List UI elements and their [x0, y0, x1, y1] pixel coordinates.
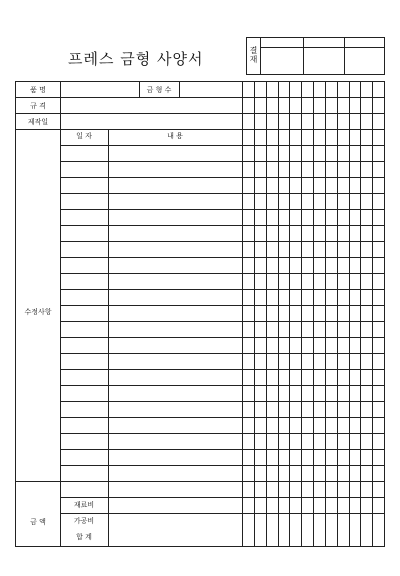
label-material-cost: 재료비 — [73, 501, 95, 509]
row-line — [60, 289, 384, 290]
row-line — [60, 225, 384, 226]
grid-column-line — [325, 82, 326, 546]
row-line — [60, 513, 384, 514]
spec-form — [15, 81, 385, 547]
row-line — [60, 497, 384, 498]
document-title: 프레스 금형 사양서 — [68, 50, 204, 68]
approval-box — [246, 37, 385, 75]
label-spec: 규 격 — [30, 102, 46, 110]
grid-column-line — [360, 82, 361, 546]
approval-divider — [303, 38, 304, 74]
label-mold-count: 금 형 수 — [146, 86, 172, 94]
column-header-content: 내 용 — [167, 132, 183, 140]
grid-column-line — [278, 82, 279, 546]
grid-column-line — [254, 82, 255, 546]
label-made-date: 제작일 — [27, 118, 49, 126]
row-line — [16, 481, 384, 482]
grid-column-line — [266, 82, 267, 546]
grid-column-line — [349, 82, 350, 546]
approval-label: 결 재 — [247, 38, 261, 74]
label-total: 합 계 — [76, 533, 92, 541]
mold-count-divider — [179, 82, 180, 97]
label-processing-cost: 가공비 — [73, 517, 95, 525]
row-line — [60, 369, 384, 370]
row-line — [60, 273, 384, 274]
label-revisions: 수정사항 — [24, 308, 52, 316]
row-line — [60, 161, 384, 162]
row-line — [60, 145, 384, 146]
row-line — [60, 417, 384, 418]
mold-count-divider — [139, 82, 140, 97]
label-column-line — [60, 82, 61, 546]
row-line — [60, 433, 384, 434]
column-header-date: 일 자 — [76, 132, 92, 140]
row-line — [60, 321, 384, 322]
approval-divider — [344, 38, 345, 74]
label-product-name: 품 명 — [30, 86, 46, 94]
row-line — [60, 177, 384, 178]
grid-column-line — [337, 82, 338, 546]
row-line — [60, 353, 384, 354]
row-line — [60, 209, 384, 210]
label-amount: 금 액 — [30, 518, 46, 526]
row-line — [60, 193, 384, 194]
row-line — [60, 305, 384, 306]
row-line — [60, 385, 384, 386]
row-line — [16, 113, 384, 114]
approval-divider — [261, 47, 384, 48]
grid-column-line — [313, 82, 314, 546]
grid-column-line — [289, 82, 290, 546]
row-line — [60, 449, 384, 450]
grid-column-line — [242, 82, 243, 546]
row-line — [60, 465, 384, 466]
row-line — [16, 97, 384, 98]
grid-column-line — [372, 82, 373, 546]
grid-column-line — [301, 82, 302, 546]
row-line — [16, 129, 384, 130]
row-line — [60, 241, 384, 242]
row-line — [60, 257, 384, 258]
row-line — [60, 337, 384, 338]
row-line — [60, 401, 384, 402]
